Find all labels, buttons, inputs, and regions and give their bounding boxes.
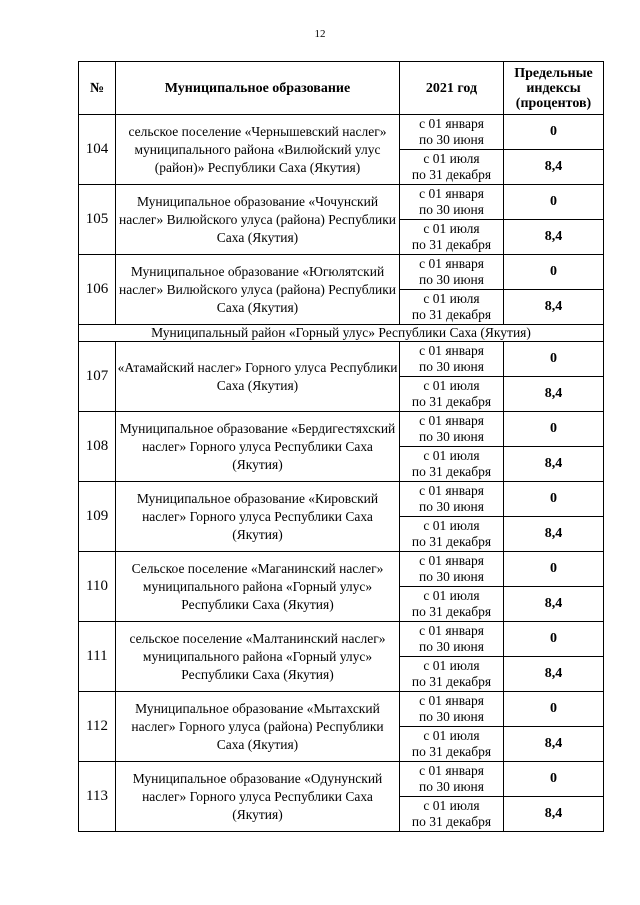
index-first-half: 0 — [504, 622, 604, 657]
municipality-name: Муниципальное образование «Югюлятский наслег» Вилюйского улуса (района) Республики Саха (Якутия) — [116, 255, 400, 325]
municipality-name: Муниципальное образование «Мытахский наслег» Горного улуса (района) Республики Саха (Якутия) — [116, 692, 400, 762]
period-line: с 01 января — [419, 763, 484, 778]
municipality-name: «Атамайский наслег» Горного улуса Республики Саха (Якутия) — [116, 342, 400, 412]
section-title: Муниципальный район «Горный улус» Республики Саха (Якутия) — [79, 325, 604, 342]
table-row — [79, 342, 604, 377]
index-second-half: 8,4 — [504, 290, 604, 325]
period-line: по 30 июня — [419, 429, 484, 444]
row-number: 108 — [79, 412, 116, 482]
header-index — [504, 62, 604, 115]
period-second-half — [400, 150, 504, 185]
period-line: по 31 декабря — [411, 604, 492, 619]
index-first-half: 0 — [504, 482, 604, 517]
period-line: по 31 декабря — [411, 534, 492, 549]
period-second-half — [400, 727, 504, 762]
header-year: 2021 год — [400, 62, 504, 115]
period-line: по 31 декабря — [411, 394, 492, 409]
header-index-line: (процентов) — [515, 95, 592, 111]
municipality-name: Муниципальное образование «Кировский наслег» Горного улуса Республики Саха (Якутия) — [116, 482, 400, 552]
period-line: по 31 декабря — [411, 814, 492, 829]
period-first-half — [400, 762, 504, 797]
period-line: по 30 июня — [419, 639, 484, 654]
period-first-half — [400, 342, 504, 377]
period-second-half — [400, 517, 504, 552]
period-line: с 01 января — [419, 256, 484, 271]
index-second-half: 8,4 — [504, 377, 604, 412]
index-first-half: 0 — [504, 255, 604, 290]
row-number: 107 — [79, 342, 116, 412]
tariff-index-table — [78, 61, 604, 832]
index-first-half: 0 — [504, 185, 604, 220]
period-line: по 31 декабря — [411, 464, 492, 479]
municipality-name: Муниципальное образование «Одунунский наслег» Горного улуса Республики Саха (Якутия) — [116, 762, 400, 832]
period-line: с 01 января — [419, 413, 484, 428]
period-line: по 30 июня — [419, 499, 484, 514]
table-row — [79, 552, 604, 587]
period-line: по 30 июня — [419, 272, 484, 287]
period-second-half — [400, 587, 504, 622]
row-number: 109 — [79, 482, 116, 552]
row-number: 104 — [79, 115, 116, 185]
period-line: с 01 июля — [423, 518, 480, 533]
row-number: 111 — [79, 622, 116, 692]
period-first-half — [400, 115, 504, 150]
section-row — [79, 325, 604, 342]
period-line: по 30 июня — [419, 709, 484, 724]
row-number: 113 — [79, 762, 116, 832]
period-line: по 30 июня — [419, 569, 484, 584]
index-first-half: 0 — [504, 762, 604, 797]
index-first-half: 0 — [504, 412, 604, 447]
period-line: по 31 декабря — [411, 237, 492, 252]
index-first-half: 0 — [504, 692, 604, 727]
period-line: по 31 декабря — [411, 167, 492, 182]
header-name: Муниципальное образование — [116, 62, 400, 115]
row-number: 106 — [79, 255, 116, 325]
period-line: по 30 июня — [419, 359, 484, 374]
row-number: 110 — [79, 552, 116, 622]
period-line: с 01 июля — [423, 151, 480, 166]
table-row — [79, 412, 604, 447]
municipality-name: сельское поселение «Малтанинский наслег» муниципального района «Горный улус» Республики Саха (Якутия) — [116, 622, 400, 692]
header-num: № — [79, 62, 116, 115]
period-line: с 01 июля — [423, 658, 480, 673]
index-second-half: 8,4 — [504, 727, 604, 762]
table-row — [79, 255, 604, 290]
index-second-half: 8,4 — [504, 150, 604, 185]
period-line: по 31 декабря — [411, 307, 492, 322]
row-number: 112 — [79, 692, 116, 762]
period-line: с 01 июля — [423, 588, 480, 603]
header-index-line: индексы — [526, 80, 581, 96]
table-header-row — [79, 62, 604, 115]
period-line: по 30 июня — [419, 202, 484, 217]
period-line: по 31 декабря — [411, 674, 492, 689]
period-first-half — [400, 622, 504, 657]
row-number: 105 — [79, 185, 116, 255]
period-line: по 31 декабря — [411, 744, 492, 759]
period-first-half — [400, 185, 504, 220]
period-line: с 01 января — [419, 116, 484, 131]
table-row — [79, 185, 604, 220]
period-line: по 30 июня — [419, 779, 484, 794]
period-first-half — [400, 482, 504, 517]
period-line: с 01 июля — [423, 448, 480, 463]
period-line: с 01 июля — [423, 728, 480, 743]
municipality-name: Сельское поселение «Маганинский наслег» муниципального района «Горный улус» Республики Саха (Якутия) — [116, 552, 400, 622]
table-row — [79, 482, 604, 517]
table-row — [79, 692, 604, 727]
period-line: с 01 июля — [423, 221, 480, 236]
index-first-half: 0 — [504, 552, 604, 587]
page-number: 12 — [314, 28, 326, 40]
period-line: с 01 июля — [423, 378, 480, 393]
period-line: с 01 июля — [423, 291, 480, 306]
period-line: по 30 июня — [419, 132, 484, 147]
period-line: с 01 января — [419, 623, 484, 638]
period-first-half — [400, 255, 504, 290]
table-row — [79, 762, 604, 797]
period-line: с 01 января — [419, 343, 484, 358]
municipality-name: сельское поселение «Чернышевский наслег» муниципального района «Вилюйский улус (район)» Республики Саха (Якутия) — [116, 115, 400, 185]
header-index-line: Предельные — [514, 65, 593, 81]
index-second-half: 8,4 — [504, 587, 604, 622]
period-line: с 01 января — [419, 483, 484, 498]
period-line: с 01 января — [419, 693, 484, 708]
period-second-half — [400, 290, 504, 325]
period-second-half — [400, 377, 504, 412]
period-line: с 01 января — [419, 186, 484, 201]
table-row — [79, 115, 604, 150]
index-first-half: 0 — [504, 115, 604, 150]
period-first-half — [400, 412, 504, 447]
index-second-half: 8,4 — [504, 517, 604, 552]
municipality-name: Муниципальное образование «Чочунский наслег» Вилюйского улуса (района) Республики Саха (Якутия) — [116, 185, 400, 255]
period-first-half — [400, 552, 504, 587]
period-second-half — [400, 657, 504, 692]
index-second-half: 8,4 — [504, 657, 604, 692]
period-line: с 01 января — [419, 553, 484, 568]
index-second-half: 8,4 — [504, 447, 604, 482]
period-second-half — [400, 447, 504, 482]
index-first-half: 0 — [504, 342, 604, 377]
period-first-half — [400, 692, 504, 727]
period-line: с 01 июля — [423, 798, 480, 813]
index-second-half: 8,4 — [504, 797, 604, 832]
period-second-half — [400, 220, 504, 255]
municipality-name: Муниципальное образование «Бердигестяхский наслег» Горного улуса Республики Саха (Якутия) — [116, 412, 400, 482]
period-second-half — [400, 797, 504, 832]
table-row — [79, 622, 604, 657]
index-second-half: 8,4 — [504, 220, 604, 255]
